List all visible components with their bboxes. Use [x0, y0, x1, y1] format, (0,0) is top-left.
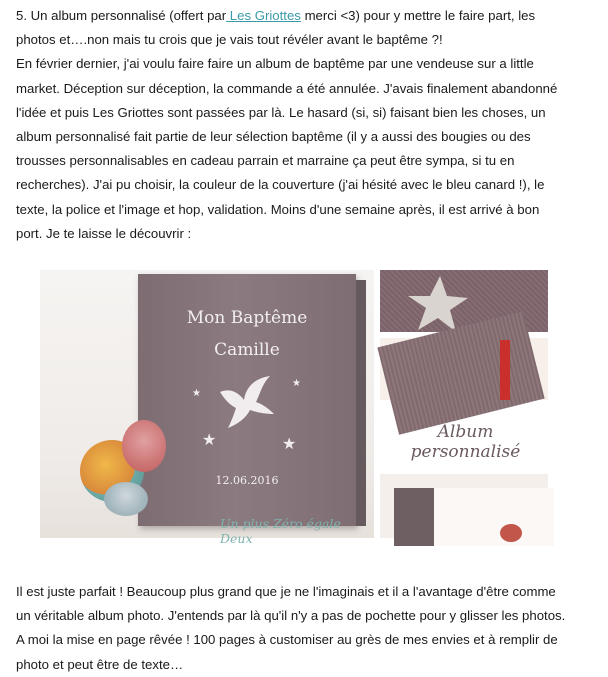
toy-decoration	[500, 524, 522, 542]
intro-line: recherches). J'ai pu choisir, la couleur de la couverture (j'ai hésité avec le bleu canard !), le	[16, 177, 545, 193]
intro-paragraph	[16, 4, 596, 246]
outro-line: Il est juste parfait ! Beaucoup plus grand que je ne l'imaginais et il a l'avantage d'être comme	[16, 584, 556, 599]
intro-line: port. Je te laisse le découvrir :	[16, 225, 192, 241]
intro-line: album personnalisé fait partie de leur sélection baptême (il y a aussi des bougies ou des	[16, 129, 531, 145]
outro-line: photo et peut être de texte…	[16, 656, 184, 672]
dove-icon	[216, 374, 278, 430]
album-photo-collage[interactable]	[40, 270, 548, 546]
album-open-thumbnail	[380, 474, 548, 538]
intro-line: market. Déception sur déception, la commande a été annulée. J'avais finalement abandonné	[16, 80, 558, 96]
intro-line: l'idée et puis Les Griottes sont passées par là. Le hasard (si, si) faisant bien les choses, un	[16, 104, 546, 120]
toy-decoration	[122, 420, 166, 472]
toy-decoration	[104, 482, 148, 516]
intro-line-1: 5. Un album personnalisé (offert par Les Griottes merci <3) pour y mettre le faire part, les	[16, 8, 536, 23]
star-icon: ★	[202, 432, 217, 449]
outro-line: A moi la mise en page rêvée ! 100 pages à customiser au grès de mes envies et à remplir de	[16, 632, 558, 648]
star-icon	[400, 276, 470, 332]
album-page	[434, 488, 554, 546]
album-caption: Album personnalisé	[410, 422, 521, 462]
spine-detail-thumbnail	[380, 338, 548, 400]
outro-line: un véritable album photo. J'entends par là qu'il n'y a pas de pochette pour y glisser les photos.	[16, 608, 566, 624]
album-corner	[394, 488, 434, 546]
album-main-photo	[40, 270, 374, 546]
intro-line: photos et….non mais tu crois que je vais tout révéler avant le baptême ?!	[16, 32, 443, 48]
outro-paragraph	[16, 580, 596, 677]
album-name: Camille	[214, 340, 280, 360]
star-icon: ★	[282, 436, 297, 453]
intro-line: En février dernier, j'ai voulu faire faire un album de baptême par une vendeuse sur a little	[16, 56, 534, 72]
les-griottes-link[interactable]: Les Griottes	[226, 8, 301, 23]
star-icon: ★	[192, 388, 201, 399]
intro-line: texte, la police et l'image et hop, validation. Moins d'une semaine après, il est arrivé à bon	[16, 201, 540, 217]
album-title: Mon Baptême	[186, 308, 308, 328]
star-icon: ★	[292, 378, 301, 389]
intro-line: trousses personnalisables en cadeau parrain et marraine ça peut être sympa, si tu en	[16, 153, 515, 169]
label-tag	[500, 340, 510, 400]
album-box	[138, 274, 356, 526]
watermark-text: Un plus Zéro égale Deux	[220, 516, 341, 546]
album-date: 12.06.2016	[215, 474, 279, 487]
